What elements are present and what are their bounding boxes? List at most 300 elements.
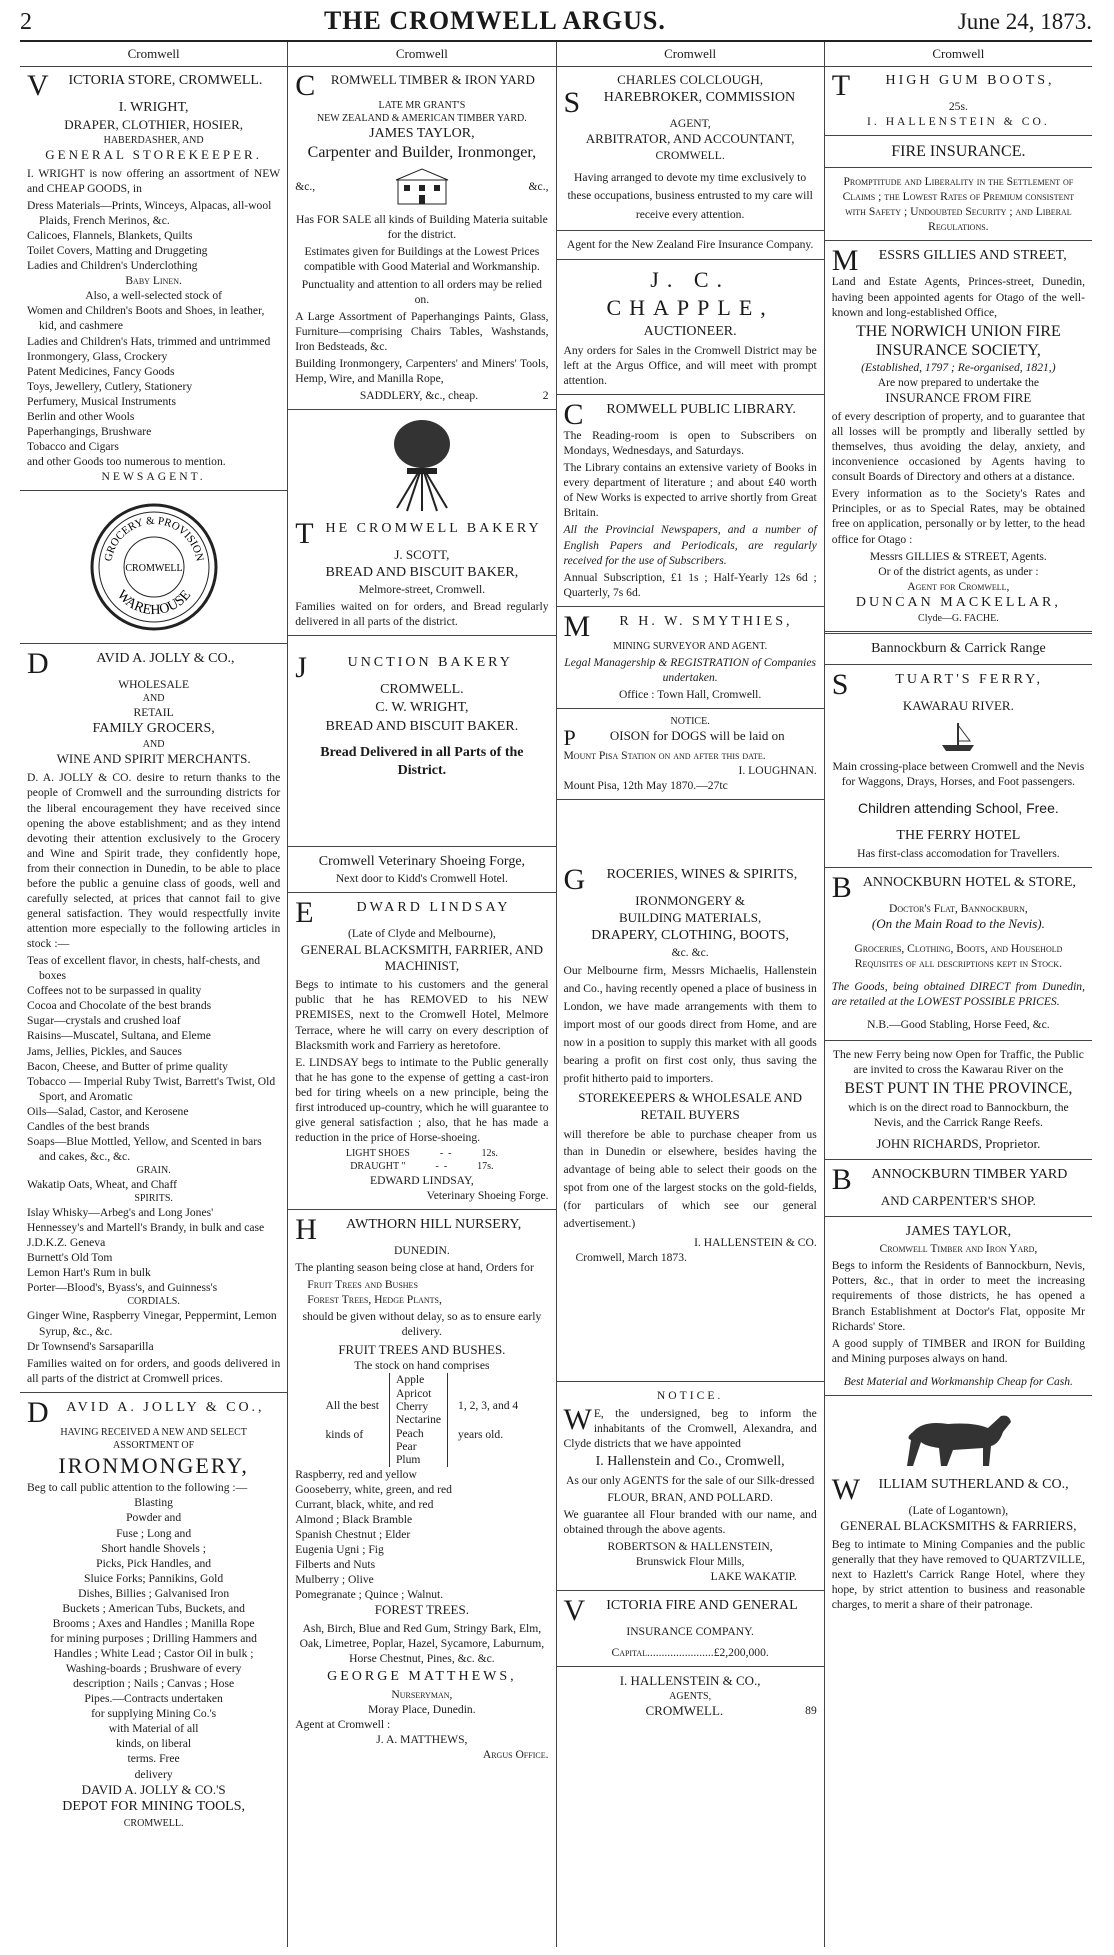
signature: Argus Office. bbox=[482, 1747, 549, 1761]
ad-number: 89 bbox=[805, 1704, 817, 1718]
firm-name: I. Hallenstein and Co., Cromwell, bbox=[595, 1453, 785, 1469]
list-item: Dress Materials—Prints, Winceys, Alpacas, all-wool Plaids, French Merinos, &c. bbox=[27, 198, 272, 228]
groceries-ad bbox=[563, 862, 817, 1266]
divider bbox=[825, 664, 1092, 665]
ad-title: HE CROMWELL BAKERY bbox=[325, 521, 542, 537]
ad-body: Legal Managership & REGISTRATION of Companies undertaken. bbox=[564, 655, 816, 684]
list-item: Candles of the best brands bbox=[27, 1119, 150, 1133]
trade-line: WINE AND SPIRIT MERCHANTS. bbox=[56, 751, 251, 767]
ferry-icon bbox=[938, 719, 978, 755]
signature: DEPOT FOR MINING TOOLS, bbox=[62, 1799, 246, 1815]
trade-line: NEWSAGENT. bbox=[101, 470, 206, 484]
list-item: Tobacco — Imperial Ruby Twist, Barrett's Twist, Old Sport, and Aromatic bbox=[27, 1074, 276, 1103]
signature: DUNCAN MACKELLAR, bbox=[855, 594, 1061, 610]
trade-line: DRAPERY, CLOTHING, BOOTS, bbox=[591, 927, 789, 943]
ad-body: Groceries, Clothing, Boots, and Household Requisites of all descriptions kept in Stock. bbox=[854, 941, 1063, 970]
ad-body: Are now prepared to undertake the bbox=[877, 376, 1040, 390]
list-heading: CORDIALS. bbox=[127, 1296, 180, 1308]
list-item: Fuse ; Long and bbox=[116, 1526, 192, 1540]
list-item: Patent Medicines, Fancy Goods bbox=[27, 364, 175, 378]
warehouse-seal-icon bbox=[79, 497, 229, 637]
drop-cap: T bbox=[295, 517, 317, 551]
drop-cap: P bbox=[563, 724, 576, 750]
signature: JOHN RICHARDS, Proprietor. bbox=[876, 1136, 1041, 1152]
list-item: Berlin and other Wools bbox=[27, 409, 135, 423]
wheat-sheaf-icon bbox=[377, 416, 467, 516]
trade-line: WHOLESALE bbox=[118, 678, 190, 692]
trade: AUCTIONEER. bbox=[643, 323, 737, 339]
list-item: for mining purposes ; Drilling Hammers and bbox=[50, 1631, 257, 1645]
house-icon bbox=[392, 166, 452, 206]
drop-cap: V bbox=[563, 1594, 586, 1628]
drop-cap: S bbox=[563, 85, 581, 119]
ad-title: ROMWELL PUBLIC LIBRARY. bbox=[606, 402, 796, 418]
trade: BREAD AND BISCUIT BAKER, bbox=[325, 564, 519, 580]
firm-name: THE FERRY HOTEL bbox=[896, 828, 1021, 844]
drop-cap: G bbox=[563, 862, 586, 896]
fruit-item: Plum bbox=[395, 1453, 421, 1467]
column-header: Cromwell bbox=[288, 42, 555, 67]
divider bbox=[557, 394, 824, 395]
list-item: Ironmongery, Glass, Crockery bbox=[27, 349, 168, 363]
ad-body: Ash, Birch, Blue and Red Gum, Stringy Bark, Elm, Oak, Limetree, Poplar, Hazel, Sycamore, Laburnum, Horse Chestnut, Pines, &c. &c. bbox=[299, 1622, 545, 1666]
notice-heading: NOTICE. bbox=[670, 715, 710, 727]
signature: Nurseryman, bbox=[391, 1687, 453, 1701]
trade-line: AND CARPENTER'S SHOP. bbox=[880, 1193, 1036, 1209]
trade-line: &c., bbox=[295, 179, 316, 193]
ad-title: OISON for DOGS will be laid on bbox=[609, 727, 785, 743]
trade-line: &c. &c. bbox=[671, 945, 709, 959]
list-item: Toilet Covers, Matting and Druggeting bbox=[27, 244, 208, 258]
ad-body: Has FOR SALE all kinds of Building Materia suitable for the district. bbox=[295, 213, 548, 242]
column-2 bbox=[288, 42, 556, 1947]
ad-subheading: FLOUR, BRAN, AND POLLARD. bbox=[607, 1490, 773, 1504]
ad-body: Has first-class accomodation for Travellers. bbox=[857, 846, 1060, 860]
signature: DAVID A. JOLLY & CO.'S bbox=[81, 1781, 226, 1797]
ad-body: Punctuality and attention to all orders may be relied on. bbox=[301, 277, 542, 306]
price-value: 17s. bbox=[477, 1161, 494, 1172]
ad-title: ESSRS GILLIES AND STREET, bbox=[878, 248, 1067, 264]
ad-date: Cromwell, March 1873. bbox=[575, 1251, 687, 1265]
column-1 bbox=[20, 42, 288, 1947]
signature: EDWARD LINDSAY, bbox=[370, 1174, 474, 1187]
ad-body: Agent for the New Zealand Fire Insurance Company. bbox=[566, 238, 814, 252]
list-item: Bacon, Cheese, and Butter of prime quality bbox=[27, 1059, 228, 1073]
list-item: Fruit Trees and Bushes bbox=[307, 1278, 418, 1292]
divider bbox=[825, 135, 1092, 136]
proprietor: C. W. WRIGHT, bbox=[375, 700, 469, 716]
divider bbox=[825, 631, 1092, 634]
drop-cap: B bbox=[831, 870, 852, 904]
ad-subheading: Children attending School, Free. bbox=[857, 800, 1059, 817]
timber-yard-ad bbox=[295, 68, 549, 403]
ad-body: Families waited on for orders, and Bread regularly delivered in all parts of the district. bbox=[295, 600, 549, 629]
drop-cap: J bbox=[295, 651, 310, 685]
list-item: and other Goods too numerous to mention. bbox=[27, 455, 226, 469]
svg-text:GROCERY & PROVISION bbox=[102, 515, 205, 563]
fruit-item: Apple bbox=[395, 1373, 425, 1387]
list-item: Calicoes, Flannels, Blankets, Quilts bbox=[27, 229, 193, 243]
list-item: Almond ; Black Bramble bbox=[295, 1512, 413, 1526]
ad-body: N.B.—Good Stabling, Horse Feed, &c. bbox=[867, 1017, 1050, 1031]
list-item: Picks, Pick Handles, and bbox=[96, 1556, 212, 1570]
drop-cap: W bbox=[563, 1402, 592, 1436]
signature: I. HALLENSTEIN & CO. bbox=[694, 1236, 817, 1250]
capital-value: £2,200,000. bbox=[713, 1646, 769, 1660]
trade-line: FAMILY GROCERS, bbox=[92, 721, 215, 737]
drop-cap: S bbox=[831, 668, 852, 702]
divider bbox=[557, 1381, 824, 1382]
list-item: Coffees not to be surpassed in quality bbox=[27, 984, 202, 998]
ad-title: HAREBROKER, COMMISSION bbox=[603, 89, 796, 105]
list-item: Pipes.—Contracts undertaken bbox=[84, 1692, 223, 1706]
list-item: terms. Free bbox=[127, 1752, 180, 1766]
signature: I. LOUGHNAN. bbox=[738, 763, 817, 777]
fruit-item: Cherry bbox=[395, 1400, 429, 1414]
ad-body: Promptitude and Liberality in the Settlement of Claims ; the Lowest Rates of Premium consistent with Safety ; Undoubted Security ; and Liberal Regulations. bbox=[842, 175, 1075, 234]
trade: GENERAL BLACKSMITH, FARRIER, AND MACHINIST, bbox=[300, 941, 544, 974]
list-item: Ladies and Children's Underclothing bbox=[27, 259, 198, 273]
ad-body: Any orders for Sales in the Cromwell District may be left at the Argus Office, and will meet with prompt attention. bbox=[563, 343, 817, 387]
ad-body: A good supply of TIMBER and IRON for Building and Mining purposes always on hand. bbox=[831, 1336, 1085, 1365]
drop-cap: E bbox=[295, 896, 317, 930]
list-item: delivery bbox=[134, 1767, 173, 1781]
ad-body: Every information as to the Society's Rates and Principles, or as to Special Rates, may be obtained free on application, personally or by letter, to the head office for Otago : bbox=[831, 487, 1085, 546]
drop-cap: J bbox=[650, 266, 667, 292]
ad-title: ANNOCKBURN TIMBER YARD bbox=[871, 1167, 1068, 1183]
list-item: J.D.K.Z. Geneva bbox=[27, 1236, 106, 1250]
divider bbox=[825, 167, 1092, 168]
price-value: 12s. bbox=[481, 1148, 498, 1159]
ad-body: E, the undersigned, beg to inform the inhabitants of the Cromwell, Alexandra, and Clyde districts that we have appointed bbox=[563, 1406, 817, 1450]
trade: ARBITRATOR, AND ACCOUNTANT, bbox=[585, 130, 795, 146]
trade-line: (Late of Logantown), bbox=[908, 1503, 1009, 1517]
ad-body: The planting season being close at hand, Orders for bbox=[295, 1261, 534, 1275]
divider bbox=[825, 1216, 1092, 1217]
ad-body: All the Provincial Newspapers, and a number of English Papers and Periodicals, are regularly received for the use of Subscribers. bbox=[563, 523, 817, 567]
bannockburn-hotel-ad bbox=[831, 870, 1085, 1154]
divider bbox=[557, 259, 824, 260]
drop-cap: D bbox=[27, 647, 49, 681]
trade-line: (Late of Clyde and Melbourne), bbox=[347, 927, 496, 941]
address: Moray Place, Dunedin. bbox=[368, 1702, 476, 1716]
trade-line: INSURANCE COMPANY. bbox=[626, 1625, 754, 1639]
divider bbox=[288, 635, 555, 636]
list-item: Eugenia Ugni ; Fig bbox=[295, 1543, 384, 1557]
address: Doctor's Flat, Bannockburn, bbox=[888, 901, 1028, 915]
trade-line: NEW ZEALAND & AMERICAN TIMBER YARD. bbox=[316, 112, 527, 124]
ad-title: . C. CHAPPLE, bbox=[606, 266, 774, 321]
list-item: Currant, black, white, and red bbox=[295, 1497, 434, 1511]
ad-body: (Established, 1797 ; Re-organised, 1821,) bbox=[861, 361, 1056, 375]
masthead bbox=[20, 6, 1092, 42]
fruit-item: Peach bbox=[395, 1426, 424, 1440]
seal-mid-text: CROMWELL bbox=[125, 563, 183, 575]
list-item: Brooms ; Axes and Handles ; Manilla Rope bbox=[52, 1616, 255, 1630]
ad-body: Main crossing-place between Cromwell and the Nevis for Waggons, Drays, Horses, and Foot passengers. bbox=[832, 760, 1085, 789]
address: (On the Main Road to the Nevis). bbox=[871, 915, 1045, 931]
signature: AGENTS, bbox=[669, 1691, 712, 1703]
divider bbox=[557, 1666, 824, 1667]
trade-line: AND bbox=[142, 739, 165, 751]
proprietor: I. WRIGHT, bbox=[118, 99, 189, 115]
trade-line: LATE MR GRANT'S bbox=[378, 99, 466, 111]
divider bbox=[288, 892, 555, 893]
drop-cap: H bbox=[295, 1213, 317, 1247]
divider bbox=[557, 799, 824, 800]
ad-body: should be given without delay, so as to ensure early delivery. bbox=[302, 1310, 542, 1339]
ad-title: ILLIAM SUTHERLAND & CO., bbox=[878, 1476, 1069, 1492]
list-item: Jams, Jellies, Pickles, and Sauces bbox=[27, 1044, 182, 1058]
list-item: Powder and bbox=[126, 1511, 182, 1525]
list-item: Women and Children's Boots and Shoes, in leather, kid, and cashmere bbox=[27, 304, 265, 333]
ad-body: Begs to inform the Residents of Bannockburn, Nevis, Potters, &c., that in order to meet the increasing requirements of those districts, he has opened a Branch Establishment at Doctor's Flat, opposite Mr Richards' Store. bbox=[831, 1259, 1085, 1333]
region-heading: Bannockburn & Carrick Range bbox=[871, 640, 1046, 656]
trade-line: HABERDASHER, AND bbox=[103, 134, 204, 146]
trade-line: CROMWELL. bbox=[380, 682, 464, 698]
list-item: Tobacco and Cigars bbox=[27, 439, 119, 453]
veterinary-forge-ad: Cromwell Veterinary Shoeing Forge, Next door to Kidd's Cromwell Hotel. E DWARD LINDSAY (Late of Clyde and Melbourne), GENERAL BLACKSMITH, FARRIER, AND MACHINIST, Begs to intimate to his customers and the general public that he has REMOVED to his NEW PREMISES, next to the Cromwell Hotel, Melmore Terrace, where he will carry on every description of Blacksmith work and Farriery as heretofore. E. LINDSAY begs to intimate to the Public generally that he has gone to the expense of getting a cast-iron bed for tiring wheels on a new principle, being the first introduced up-country, which he will guarantee to give general satisfaction ; also, that he has made a reduction in the price of Horse-shoeing. LIGHT SHOES - - 12s. DRAUGHT " - - 17s. EDWARD LINDSAY, Veterinary Shoeing Forge. bbox=[295, 853, 548, 1203]
jolly-ironmongery-ad bbox=[27, 1395, 280, 1830]
ad-body: Building Ironmongery, Carpenters' and Miners' Tools, Hemp, Wire, and Manilla Rope, bbox=[295, 356, 549, 385]
trade: MINING SURVEYOR AND AGENT. bbox=[613, 640, 768, 652]
address: Cromwell Timber and Iron Yard, bbox=[879, 1242, 1038, 1256]
price-label: LIGHT SHOES bbox=[345, 1148, 410, 1159]
list-item: Handles ; White Lead ; Castor Oil in bulk ; bbox=[53, 1647, 254, 1661]
page-number: 2 bbox=[20, 9, 32, 35]
column-header: Cromwell bbox=[20, 42, 287, 67]
seal-bottom-text: WAREHOUSE bbox=[113, 587, 194, 619]
trade-line: &c., bbox=[528, 179, 549, 193]
trade-line: HAVING RECEIVED A NEW AND SELECT bbox=[60, 1426, 247, 1438]
list-heading: SPIRITS. bbox=[134, 1193, 173, 1205]
signature: CROMWELL. bbox=[123, 1817, 184, 1829]
ad-title: AVID A. JOLLY & CO., bbox=[66, 1399, 265, 1415]
signature: Brunswick Flour Mills, bbox=[635, 1555, 745, 1569]
newspaper-title: THE CROMWELL ARGUS. bbox=[323, 6, 666, 35]
list-item: Perfumery, Musical Instruments bbox=[27, 394, 176, 408]
ad-title: FIRE INSURANCE. bbox=[891, 143, 1026, 161]
ad-body: SADDLERY, &c., cheap. bbox=[359, 388, 479, 402]
ad-body: Having arranged to devote my time exclusively to these occupations, business entrusted to my care will receive every attention. bbox=[567, 170, 813, 221]
ad-title: Cromwell Veterinary Shoeing Forge, bbox=[318, 854, 526, 870]
horse-icon bbox=[893, 1402, 1023, 1472]
firm-name: I. HALLENSTEIN & CO. bbox=[867, 114, 1050, 128]
svg-text:WAREHOUSE bbox=[113, 588, 193, 619]
list-item: Buckets ; American Tubs, Buckets, and bbox=[62, 1601, 245, 1615]
divider bbox=[20, 490, 287, 491]
notice-heading: NOTICE. bbox=[656, 1389, 724, 1403]
list-item: Ladies and Children's Hats, trimmed and untrimmed bbox=[27, 334, 271, 348]
ad-body: E. LINDSAY begs to intimate to the Public generally that he has gone to the expense of getting a cast-iron bed for tiring wheels on a new principle, being the first introduced up-country, which he will guarantee to give general satisfaction ; also, that he has made a reduction in the price of Horse-shoeing. bbox=[295, 1055, 549, 1144]
list-item: Gooseberry, white, green, and red bbox=[295, 1482, 452, 1496]
drop-cap: D bbox=[27, 1395, 49, 1429]
ad-body: Families waited on for orders, and goods delivered in all parts of the district at Cromwell prices. bbox=[27, 1356, 281, 1385]
ad-title: AWTHORN HILL NURSERY, bbox=[346, 1217, 522, 1233]
sutherland-ad bbox=[831, 1472, 1085, 1612]
chapple-ad bbox=[564, 266, 817, 389]
signature: I. HALLENSTEIN & CO., bbox=[619, 1673, 761, 1689]
address: Office : Town Hall, Cromwell. bbox=[618, 687, 762, 701]
drop-cap: C bbox=[563, 398, 584, 432]
cromwell-bakery-ad bbox=[295, 517, 549, 629]
list-item: Raspberry, red and yellow bbox=[295, 1467, 417, 1481]
ad-title: UNCTION BAKERY bbox=[347, 655, 513, 671]
drop-cap: C bbox=[295, 68, 316, 102]
list-item: Filberts and Nuts bbox=[295, 1558, 376, 1572]
list-item: Spanish Chestnut ; Elder bbox=[295, 1528, 411, 1541]
price-value: 25s. bbox=[948, 99, 968, 113]
trade: GENERAL BLACKSMITHS & FARRIERS, bbox=[840, 1517, 1077, 1533]
proprietor: J. SCOTT, bbox=[394, 547, 450, 563]
list-item: Oils—Salad, Castor, and Kerosene bbox=[27, 1104, 189, 1118]
ad-title: ROCERIES, WINES & SPIRITS, bbox=[606, 866, 798, 882]
drop-cap: V bbox=[27, 68, 49, 102]
ad-body: A Large Assortment of Paperhangings Paints, Glass, Furniture—comprising Chairs Tables, Washstands, Iron Bedsteads, &c. bbox=[295, 309, 549, 353]
ad-date: Mount Pisa, 12th May 1870.—27tc bbox=[563, 778, 728, 792]
list-item: Islay Whisky—Arbeg's and Long Jones' bbox=[27, 1206, 214, 1220]
list-item: for supplying Mining Co.'s bbox=[91, 1707, 217, 1721]
divider bbox=[288, 1209, 555, 1210]
columns bbox=[20, 42, 1092, 1947]
ad-body: I. WRIGHT is now offering an assortment of NEW and CHEAP GOODS, in bbox=[27, 166, 281, 195]
list-heading: GRAIN. bbox=[136, 1165, 171, 1176]
list-item: Wakatip Oats, Wheat, and Chaff bbox=[27, 1178, 177, 1191]
victoria-fire-ad: V ICTORIA FIRE AND GENERAL INSURANCE COMPANY. Capital.......................£2,200,000. I. HALLENSTEIN & CO., AGENTS, CROMWELL. 89 bbox=[564, 1597, 817, 1720]
ad-title: ICTORIA STORE, CROMWELL. bbox=[68, 72, 263, 88]
list-heading: FRUIT TREES AND BUSHES. bbox=[338, 1341, 506, 1357]
trade-line: RETAIL bbox=[133, 706, 174, 720]
signature: Agent for Cromwell, bbox=[907, 579, 1010, 593]
list-item: Soaps—Blue Mottled, Yellow, and Scented in bars and cakes, &c., &c. bbox=[27, 1134, 262, 1163]
signature: Veterinary Shoeing Forge. bbox=[426, 1189, 549, 1203]
divider bbox=[825, 240, 1092, 241]
proprietor: JAMES TAYLOR, bbox=[369, 125, 475, 141]
signature: Agent at Cromwell : bbox=[295, 1717, 391, 1731]
flour-notice bbox=[564, 1388, 817, 1584]
ad-body: The Goods, being obtained DIRECT from Dunedin, are retailed at the LOWEST POSSIBLE PRICES. bbox=[831, 979, 1085, 1008]
ad-title: ICTORIA FIRE AND GENERAL bbox=[606, 1598, 798, 1614]
divider bbox=[825, 1159, 1092, 1160]
list-item: Also, a well-selected stock of bbox=[85, 289, 223, 303]
ad-subheading: INSURANCE FROM FIRE bbox=[885, 390, 1032, 406]
fruit-item: Apricot bbox=[395, 1386, 432, 1400]
list-item: Hennessey's and Martell's Brandy, in bulk and case bbox=[27, 1221, 265, 1235]
list-item: All the best bbox=[325, 1399, 379, 1413]
list-item: Forest Trees, Hedge Plants, bbox=[307, 1293, 442, 1307]
trade-line: ASSORTMENT OF bbox=[113, 1439, 195, 1451]
fruit-item: Pear bbox=[395, 1440, 417, 1454]
ad-body: Beg to intimate to Mining Companies and the public generally that they have removed to QUARTZVILLE, next to Hazlett's Carrick Range Hotel, where they hope, by strict attention to business and reasonable charges, to merit a share of their patronage. bbox=[831, 1537, 1085, 1612]
list-item: Burnett's Old Tom bbox=[27, 1251, 113, 1265]
signature: Messrs GILLIES & STREET, Agents. bbox=[869, 549, 1047, 563]
ad-title: R H. W. SMYTHIES, bbox=[619, 613, 793, 629]
ad-title: ANNOCKBURN HOTEL & STORE, bbox=[862, 874, 1076, 890]
list-item: 1, 2, 3, and 4 bbox=[458, 1399, 519, 1413]
firm-name: THE NORWICH UNION FIRE INSURANCE SOCIETY, bbox=[855, 322, 1061, 359]
trade-line: IRONMONGERY & bbox=[635, 892, 745, 908]
list-item: Toys, Jewellery, Cutlery, Stationery bbox=[27, 379, 193, 393]
list-item: Dr Townsend's Sarsaparilla bbox=[27, 1339, 154, 1353]
ad-body: The new Ferry being now Open for Traffic, the Public are invited to cross the Kawarau River on the bbox=[832, 1047, 1084, 1076]
signature: Or of the district agents, as under : bbox=[878, 564, 1039, 578]
trade-line: GENERAL STOREKEEPER. bbox=[45, 146, 262, 162]
divider bbox=[20, 643, 287, 644]
fire-insurance-ad bbox=[832, 142, 1085, 625]
junction-bakery-ad bbox=[295, 651, 548, 780]
list-item: Paperhangings, Brushware bbox=[27, 424, 152, 438]
trade-line: BUILDING MATERIALS, bbox=[618, 909, 762, 925]
list-item: description ; Nails ; Canvas ; Hose bbox=[73, 1677, 235, 1691]
list-item: Lemon Hart's Rum in bulk bbox=[27, 1266, 151, 1280]
list-item: Porter—Blood's, Byass's, and Guinness's bbox=[27, 1281, 218, 1295]
trade-line: CROMWELL. bbox=[655, 148, 725, 162]
divider bbox=[825, 1395, 1092, 1396]
list-item: kinds of bbox=[325, 1428, 364, 1442]
stuarts-ferry-ad bbox=[832, 640, 1085, 861]
list-item: Pomegranate ; Quince ; Walnut. bbox=[295, 1588, 444, 1602]
divider bbox=[825, 867, 1092, 868]
signature: LAKE WAKATIP. bbox=[710, 1570, 797, 1584]
ad-title: TUART'S FERRY, bbox=[895, 672, 1044, 688]
colclough-ad bbox=[564, 72, 817, 253]
list-item: Short handle Shovels ; bbox=[101, 1541, 206, 1555]
signature: J. A. MATTHEWS, bbox=[376, 1732, 468, 1746]
ad-body: Annual Subscription, £1 1s ; Half-Yearly 12s 6d ; Quarterly, 7s 6d. bbox=[563, 570, 817, 599]
ad-title: ROMWELL TIMBER & IRON YARD bbox=[330, 71, 535, 87]
list-item: years old. bbox=[458, 1428, 504, 1442]
ad-title: HIGH GUM BOOTS, bbox=[885, 72, 1055, 88]
ad-body: Mount Pisa Station on and after this date. bbox=[563, 748, 766, 762]
list-item: Mulberry ; Olive bbox=[295, 1573, 374, 1587]
gum-boots-ad bbox=[831, 68, 1085, 129]
ad-body: will therefore be able to purchase cheaper from us than in Dunedin or elsewhere, besides having the advantage of being able to select their goods on the spot from one of the largest stocks on the gold-fields, (for particulars of which see our general advertisement.) bbox=[563, 1127, 817, 1231]
column-header: Cromwell bbox=[557, 42, 824, 67]
signature: GEORGE MATTHEWS, bbox=[327, 1669, 517, 1685]
ad-body: Bread Delivered in all Parts of the District. bbox=[320, 744, 524, 779]
trade: DRAPER, CLOTHIER, HOSIER, bbox=[64, 117, 243, 133]
column-header: Cromwell bbox=[825, 42, 1092, 67]
signature: ROBERTSON & HALLENSTEIN, bbox=[607, 1540, 773, 1554]
address: Melmore-street, Cromwell. bbox=[358, 583, 486, 597]
ad-body: Beg to call public attention to the following :— bbox=[27, 1481, 248, 1495]
drop-cap: T bbox=[831, 68, 854, 102]
ad-body: Land and Estate Agents, Princes-street, Dunedin, having been appointed agents for Otago of the well-known and long-established Office, bbox=[831, 275, 1085, 319]
ad-body: of every description of property, and to guarantee that all losses will be promptly and liberally settled by themselves, thus avoiding the delay, anxiety, and inconvenience occasioned by Agents having to consult Boards of Directory and others at a distance. bbox=[831, 410, 1085, 484]
victoria-store-ad bbox=[27, 68, 281, 484]
column-3 bbox=[557, 42, 825, 1947]
ad-body: The Reading-room is open to Subscribers on Mondays, Wednesdays, and Saturdays. bbox=[563, 429, 817, 458]
list-item: Washing-boards ; Brushware of every bbox=[65, 1662, 242, 1676]
divider bbox=[557, 230, 824, 231]
ad-body: Begs to intimate to his customers and the general public that he has REMOVED to his NEW PREMISES, next to the Cromwell Hotel, Melmore Terrace, where he will carry on every description of Blacksmith work and Farriery as heretofore. bbox=[295, 978, 549, 1052]
column-4 bbox=[825, 42, 1092, 1947]
divider bbox=[288, 409, 555, 410]
drop-cap: B bbox=[831, 1163, 852, 1197]
ad-body: which is on the direct road to Bannockburn, the Nevis, and the Carrick Range Reefs. bbox=[848, 1101, 1069, 1130]
list-item: Dishes, Billies ; Galvanised Iron bbox=[78, 1586, 230, 1600]
trade-line: KAWARAU RIVER. bbox=[902, 698, 1014, 714]
ad-number: 2 bbox=[542, 388, 549, 402]
nursery-ad bbox=[295, 1213, 549, 1762]
list-item: with Material of all bbox=[108, 1722, 199, 1736]
divider bbox=[20, 1392, 287, 1393]
poison-notice bbox=[564, 715, 817, 793]
ad-title: AVID A. JOLLY & CO., bbox=[96, 651, 235, 667]
list-item: Blasting bbox=[134, 1496, 173, 1510]
drop-cap: M bbox=[831, 244, 859, 278]
trade-line: DUNEDIN. bbox=[394, 1244, 450, 1258]
